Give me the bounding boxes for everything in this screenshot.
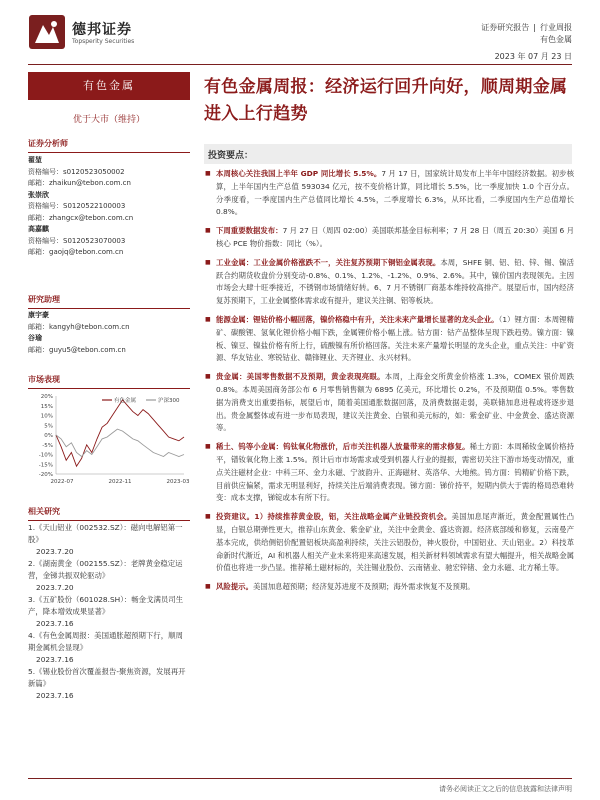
key-point <box>204 168 574 219</box>
y-tick-label: -5% <box>42 442 53 449</box>
analyst-email[interactable]: 邮箱：gaojq@tebon.com.cn <box>28 248 124 256</box>
key-point <box>204 581 574 594</box>
key-point-lead: 贵金属：美国零售数据不及预期，黄金表现亮眼。 <box>216 372 385 382</box>
key-point-body: 美国加息尾声渐近，黄金配置属性凸显，白银总期弹性更大，推荐山东黄金、紫金矿业，关注中金黄金、盛达资源。经济底部缓和修复，云南曼产基本完成，供给侧铝价配置铝板块高盈利持续，关注云铝股份，神火股份，中国铝业、天山铝业。2）科技革命新时代渐近，AI 和机器人相关产业未来将迎来高速发展，相关新材料领域需求有望大幅提升，相关战略金属价值也将进一步凸显。推荐稀土磁材标的，关注锡业股份、云南锗业、驰宏锌锗、金力永磁、北方稀土等。 <box>216 512 574 573</box>
y-tick-label: 0% <box>44 433 53 439</box>
market-heading: 市场表现 <box>28 374 190 389</box>
analyst-name: 高嘉麒 <box>28 225 49 233</box>
footer-rule <box>28 778 572 779</box>
related-list <box>28 522 190 702</box>
market-chart <box>28 390 190 490</box>
key-point-lead: 风险提示。 <box>216 582 253 592</box>
y-tick-label: -20% <box>38 472 53 478</box>
assistant-name: 谷瑜 <box>28 334 42 342</box>
related-date: 2023.7.20 <box>36 547 74 556</box>
legend-label: 沪深300 <box>158 398 180 404</box>
header-rule <box>28 64 572 65</box>
y-tick-label: -15% <box>38 462 53 469</box>
key-point <box>204 225 574 251</box>
rating-label: 优于大市（维持） <box>72 115 145 125</box>
related-date: 2023.7.16 <box>36 619 74 628</box>
series-line <box>56 400 184 466</box>
key-point-body: （1）锂方面：本周锂精矿、碳酸锂、氢氧化锂价格小幅下跌，金属锂价格小幅上涨。钴方面：钴产品整体呈现下跌趋势。镍方面：镍板、镍豆、镍盐价格有所上行，硫酸镍有所价格回落。关注未来产量增长明显的龙头企业，重点关注：中矿资源、华友钴业、寒锐钴业、赣锋锂业、天齐锂业、永兴材料。 <box>216 314 574 363</box>
y-tick-label: 15% <box>40 403 53 410</box>
key-points-heading: 投资要点： <box>208 151 254 161</box>
assistant-email[interactable]: 邮箱：guyu5@tebon.com.cn <box>28 345 126 354</box>
key-point-body: 7 月 17 日，国家统计局发布上半年中国经济数据。初步核算，上半年国内生产总值 593034 亿元，按不变价格计算，同比增长 5.5%，比一季度加快 1.0 个百分点。分季度看，一季度国内生产总值同比增长 4.5%，二季度增长 6.3%，从环比看，二季度国内生产总值增长 0.8%。 <box>216 169 574 217</box>
assistants-heading: 研究助理 <box>28 294 190 309</box>
key-point <box>204 441 574 505</box>
analyst-email[interactable]: 邮箱：zhaikun@tebon.com.cn <box>28 179 131 187</box>
key-point-body: 美国加息超预期；经济复苏进度不及预期；海外需求恢复不及预期。 <box>252 582 475 592</box>
related-date: 2023.7.16 <box>36 691 74 700</box>
legend-label: 有色金属 <box>114 398 137 404</box>
analysts-heading: 证券分析师 <box>28 138 190 153</box>
related-date: 2023.7.20 <box>36 583 74 592</box>
key-point-body: 稀土方面：本周稀钕金属价格持平，镨钕氧化物上涨 1.5%。预计后市市场需求或受到机器人行业的提振，需密切关注下游市场变动情况，重点关注磁材企业：中科三环、金力永磁、宁波韵升、正海磁材、英洛华、大地熊。钨方面：钨精矿价格下跌，目前供应偏紧，需求无明显利好，持续关注后端消费表现。锑方面：锑价持平，短期内供大于需的格局恐难转变：成本支撑，锑锭或本有所下行。 <box>216 442 574 503</box>
key-point-lead: 本周核心关注我国上半年 GDP 同比增长 5.5%。 <box>216 169 382 178</box>
report-category: 行业周报 <box>540 23 572 32</box>
analyst-cert: 资格编号：S0120523070003 <box>28 236 126 245</box>
key-point-lead: 能源金属：锂钴价格小幅回落，镍价格稳中有升，关注未来产量增长显著的龙头企业。 <box>216 314 499 324</box>
related-heading: 相关研究 <box>28 506 190 521</box>
assistant-name: 康宇豪 <box>28 311 49 319</box>
y-tick-label: 10% <box>40 413 53 420</box>
key-point-body: 本周，SHFE 铜、铝、铅、锌、锡、镍活跃合约期货收盘价分别变动-0.8%、0.1%、1.2%、-1.2%、0.9%、2.6%。其中，镍价国内表现领先。主因市场会大肆十旺季接近，不锈钢市场情绪好转。6、7 月不锈钢厂商基本维持较高排产。展望后市，国内经济复苏预期下，工业金属整体需求或有提升，建议关注铜、铝等板块。 <box>216 257 574 306</box>
key-point <box>204 511 574 575</box>
y-tick-label: 20% <box>40 394 53 400</box>
key-points-list <box>204 168 574 600</box>
key-point-lead: 稀土、钨等小金属：钨钛氧化物涨价，后市关注机器人放量带来的需求修复。 <box>216 442 470 452</box>
key-point-body: 7 月 27 日（周四 02:00）美国联邦基金目标利率；7 月 28 日（周五 20:30）美国 6 月核心 PCE 物价指数：同比（%）。 <box>216 226 574 248</box>
key-point-lead: 工业金属：工业金属价格涨跌不一，关注复苏预期下铜铝金属表现。 <box>216 257 441 267</box>
market-performance-chart <box>28 390 190 490</box>
analyst-list <box>28 155 190 259</box>
related-item[interactable]: 5.《锡业股份首次覆盖报告-聚焦资源，发展再开新篇》 <box>28 667 186 688</box>
key-point-lead: 投资建议。1）持续推荐黄金股，铝，关注战略金属产业链投资机会。 <box>216 512 452 522</box>
related-item[interactable]: 2.《湖南黄金（002155.SZ）：老牌黄金稳定运营，金锑共振双轮驱动》 <box>28 559 183 580</box>
analyst-cert: 资格编号：S0120522100003 <box>28 202 126 210</box>
report-sector: 有色金属 <box>540 35 572 44</box>
key-point-lead: 下周重要数据发布： <box>216 226 283 236</box>
report-date: 2023 年 07 月 23 日 <box>494 52 572 61</box>
x-tick-label: 2023-03 <box>166 479 190 485</box>
related-item[interactable]: 4.《有色金属周报：美国通胀超预期下行，顺周期金属机会显现》 <box>28 631 183 652</box>
footer-disclaimer: 请务必阅读正文之后的信息披露和法律声明 <box>439 785 572 793</box>
report-type: 证券研究报告 <box>481 23 530 32</box>
key-point <box>204 314 574 365</box>
y-tick-label: -10% <box>38 452 53 459</box>
brand-name: 德邦证券 <box>72 22 132 38</box>
report-meta: 证券研究报告 | 行业周报 有色金属 <box>477 22 572 46</box>
x-tick-label: 2022-07 <box>50 479 74 485</box>
analyst-name: 翟堃 <box>28 156 42 164</box>
report-title: 有色金属周报：经济运行回升向好，顺周期金属进入上行趋势 <box>204 77 568 124</box>
analyst-email[interactable]: 邮箱：zhangcx@tebon.com.cn <box>28 213 134 222</box>
assistant-email[interactable]: 邮箱：kangyh@tebon.com.cn <box>28 322 130 331</box>
key-point <box>204 371 574 435</box>
key-point-body: 本周，上海金交所黄金价格涨 1.3%，COMEX 银价周跌 0.8%。本周美国商务部公布 6 月零售销售额为 6895 亿美元，环比增长 0.2%，不及预期值 0.5%。零售数据为消费支出重要指标，展望后市，随着美国通胀数据回落，及消费数据走弱，美联储加息进程或将逐步退出。贵金属整体或有进一步布局表现，建议关注黄金、白银和美元标的，如：紫金矿业、中金黄金、盛达资源等。 <box>216 372 574 433</box>
brand-english-name: Topsperity Securities <box>72 38 135 45</box>
x-tick-label: 2022-11 <box>108 479 132 485</box>
analyst-name: 张崇欣 <box>28 190 49 199</box>
related-date: 2023.7.16 <box>36 655 74 664</box>
sector-box: 有色金属 <box>28 72 190 100</box>
key-points-header <box>204 144 572 164</box>
related-item[interactable]: 3.《五矿股份（601028.SH）：畅金戈满员司生产，降本增效成果显著》 <box>28 595 184 616</box>
related-item[interactable]: 1.《天山铝业（002532.SZ）：磁向电解铝第一股》 <box>28 523 183 544</box>
analyst-cert: 资格编号：s0120523050002 <box>28 167 125 176</box>
assistant-list <box>28 310 190 356</box>
key-point <box>204 257 574 308</box>
y-tick-label: 5% <box>44 423 53 430</box>
tebon-logo-icon <box>29 15 65 49</box>
